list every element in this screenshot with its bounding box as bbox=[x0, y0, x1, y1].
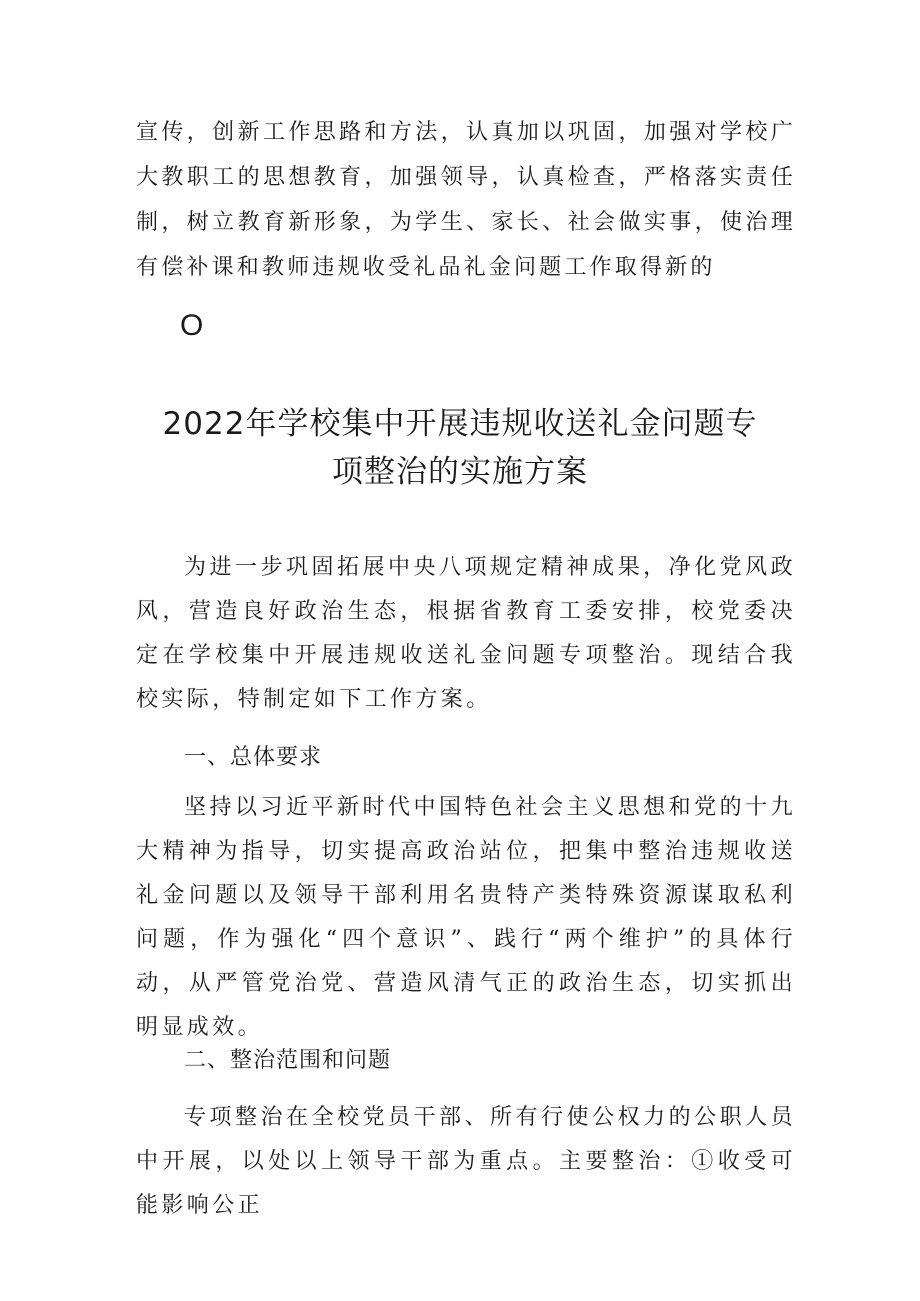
section-body-general-requirements: 坚持以习近平新时代中国特色社会主义思想和党的十九大精神为指导，切实提高政治站位，把集中整治违规收送礼金问题以及领导干部利用名贵特产类特殊资源谋取私利问题，作为强化“四个意识”、践行“两个维护”的具体行动，从严管党治党、营造风清气正的政治生态，切实抓出明显成效。 bbox=[136, 795, 796, 1040]
lead-end-mark: O bbox=[180, 309, 204, 342]
section-heading-general-requirements: 一、总体要求 bbox=[184, 745, 323, 770]
section-body-scope-and-issues: 专项整治在全校党员干部、所有行使公权力的公职人员中开展，以处以上领导干部为重点。主要整治：①收受可能影响公正 bbox=[136, 1105, 796, 1218]
section-heading-scope-and-issues: 二、整治范围和问题 bbox=[184, 1048, 392, 1073]
intro-paragraph: 为进一步巩固拓展中央八项规定精神成果，净化党风政风，营造良好政治生态，根据省教育工委安排，校党委决定在学校集中开展违规收送礼金问题专项整治。现结合我校实际，特制定如下工作方案。 bbox=[136, 555, 796, 712]
lead-paragraph: 宣传，创新工作思路和方法，认真加以巩固，加强对学校广大教职工的思想教育，加强领导，认真检查，严格落实责任制，树立教育新形象，为学生、家长、社会做实事，使治理有偿补课和教师违规收受礼品礼金问题工作取得新的 bbox=[136, 120, 796, 280]
document-title-line-1: 2022年学校集中开展违规收送礼金问题专 bbox=[162, 406, 758, 442]
document-title-line-2: 项整治的实施方案 bbox=[332, 454, 588, 490]
